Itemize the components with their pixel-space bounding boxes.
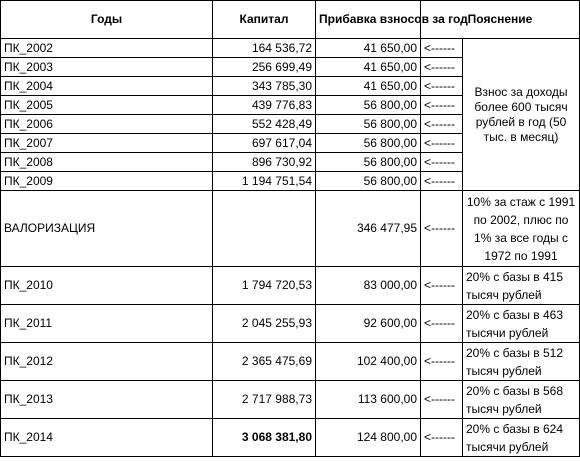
note-cell: 20% с базы в 512 тысяч рублей [463, 343, 580, 381]
year-cell: ПК_2013 [1, 381, 213, 419]
year-cell: ПК_2014 [1, 419, 213, 457]
arrow-cell: <------ [421, 115, 463, 134]
capital-cell: 1 794 720,53 [213, 267, 316, 305]
capital-cell: 896 730,92 [213, 153, 316, 172]
table-row [1, 343, 580, 381]
capital-cell: 697 617,04 [213, 134, 316, 153]
increase-cell: 113 600,00 [316, 381, 421, 419]
arrow-cell: <------ [421, 267, 463, 305]
increase-cell: 346 477,95 [316, 191, 421, 267]
capital-cell: 439 776,83 [213, 96, 316, 115]
table-row [1, 305, 580, 343]
note-cell: 20% с базы в 463 тысячи рублей [463, 305, 580, 343]
note-cell: 20% с базы в 415 тысяч рублей [463, 267, 580, 305]
increase-cell: 56 800,00 [316, 172, 421, 191]
increase-cell: 41 650,00 [316, 58, 421, 77]
arrow-cell: <------ [421, 58, 463, 77]
year-cell: ПК_2006 [1, 115, 213, 134]
capital-cell: 164 536,72 [213, 39, 316, 58]
header-explanation: Пояснение [421, 1, 580, 39]
year-cell: ПК_2010 [1, 267, 213, 305]
year-cell: ВАЛОРИЗАЦИЯ [1, 191, 213, 267]
table-row [1, 419, 580, 457]
year-cell: ПК_2011 [1, 305, 213, 343]
year-cell: ПК_2005 [1, 96, 213, 115]
increase-cell: 41 650,00 [316, 39, 421, 58]
arrow-cell: <------ [421, 134, 463, 153]
increase-cell: 56 800,00 [316, 115, 421, 134]
table-row [1, 191, 580, 267]
increase-cell: 56 800,00 [316, 134, 421, 153]
group-note-cell: Взнос за доходы более 600 тысяч рублей в год (50 тыс. в месяц) [463, 39, 580, 191]
year-cell: ПК_2008 [1, 153, 213, 172]
capital-cell-total: 3 068 381,80 [213, 419, 316, 457]
header-capital: Капитал [213, 1, 316, 39]
increase-cell: 124 800,00 [316, 419, 421, 457]
capital-cell: 2 365 475,69 [213, 343, 316, 381]
year-cell: ПК_2004 [1, 77, 213, 96]
arrow-cell: <------ [421, 305, 463, 343]
year-cell: ПК_2007 [1, 134, 213, 153]
year-cell: ПК_2009 [1, 172, 213, 191]
header-years: Годы [1, 1, 213, 39]
arrow-cell: <------ [421, 343, 463, 381]
table-row [1, 39, 580, 58]
arrow-cell: <------ [421, 39, 463, 58]
arrow-cell: <------ [421, 172, 463, 191]
arrow-cell: <------ [421, 77, 463, 96]
year-cell: ПК_2003 [1, 58, 213, 77]
increase-cell: 41 650,00 [316, 77, 421, 96]
note-cell: 20% с базы в 624 тысячи рублей [463, 419, 580, 457]
capital-cell [213, 191, 316, 267]
arrow-cell: <------ [421, 96, 463, 115]
capital-cell: 343 785,30 [213, 77, 316, 96]
increase-cell: 56 800,00 [316, 153, 421, 172]
arrow-cell: <------ [421, 153, 463, 172]
header-increase: Прибавка взносов за год [316, 1, 421, 39]
increase-cell: 102 400,00 [316, 343, 421, 381]
arrow-cell: <------ [421, 381, 463, 419]
capital-cell: 1 194 751,54 [213, 172, 316, 191]
capital-cell: 256 699,49 [213, 58, 316, 77]
increase-cell: 83 000,00 [316, 267, 421, 305]
note-cell: 20% с базы в 568 тысяч рублей [463, 381, 580, 419]
year-cell: ПК_2002 [1, 39, 213, 58]
capital-cell: 552 428,49 [213, 115, 316, 134]
note-cell: 10% за стаж с 1991 по 2002, плюс по 1% за все годы с 1972 по 1991 [463, 191, 580, 267]
table-row [1, 267, 580, 305]
year-cell: ПК_2012 [1, 343, 213, 381]
table-row [1, 381, 580, 419]
increase-cell: 92 600,00 [316, 305, 421, 343]
header-row [1, 1, 580, 39]
arrow-cell: <------ [421, 419, 463, 457]
capital-cell: 2 045 255,93 [213, 305, 316, 343]
increase-cell: 56 800,00 [316, 96, 421, 115]
arrow-cell: <------ [421, 191, 463, 267]
capital-cell: 2 717 988,73 [213, 381, 316, 419]
